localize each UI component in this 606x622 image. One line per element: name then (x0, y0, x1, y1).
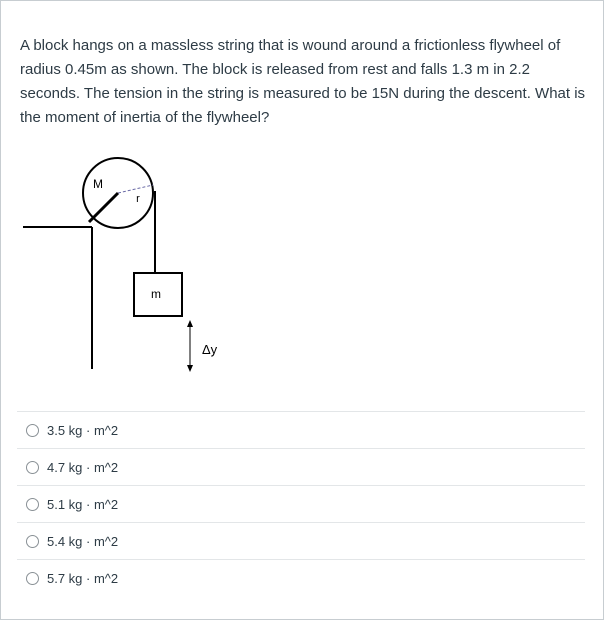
flywheel-axle (89, 193, 118, 222)
answer-option-2[interactable] (17, 448, 585, 485)
answer-option-1[interactable] (17, 411, 585, 448)
displacement-label: Δy (202, 342, 218, 357)
arrow-head-down (187, 365, 193, 372)
answer-label: 5.7 kg · m^2 (47, 570, 119, 586)
radio-button[interactable] (26, 424, 39, 437)
radio-button[interactable] (26, 572, 39, 585)
answer-label: 5.1 kg · m^2 (47, 496, 119, 512)
answer-option-5[interactable] (17, 559, 585, 596)
radio-button[interactable] (26, 461, 39, 474)
question-text: A block hangs on a massless string that is wound around a frictionless flywheel of radius 0.45m as shown. The block is released from rest and falls 1.3 m in 2.2 seconds. The tension in the string is measured to be 15N during the descent. What is the moment of inertia of the flywheel? (20, 37, 586, 126)
radius-label: r (136, 193, 140, 205)
answer-label: 3.5 kg · m^2 (47, 422, 119, 438)
radio-button[interactable] (26, 535, 39, 548)
radius-line (118, 185, 153, 193)
flywheel-diagram (1, 141, 301, 381)
answer-label: 4.7 kg · m^2 (47, 459, 119, 475)
arrow-head-up (187, 320, 193, 327)
answer-label: 5.4 kg · m^2 (47, 533, 119, 549)
answer-option-4[interactable] (17, 522, 585, 559)
radio-button[interactable] (26, 498, 39, 511)
answer-list (17, 411, 585, 596)
answer-option-3[interactable] (17, 485, 585, 522)
block-label: m (151, 287, 161, 301)
flywheel-label: M (93, 177, 103, 191)
